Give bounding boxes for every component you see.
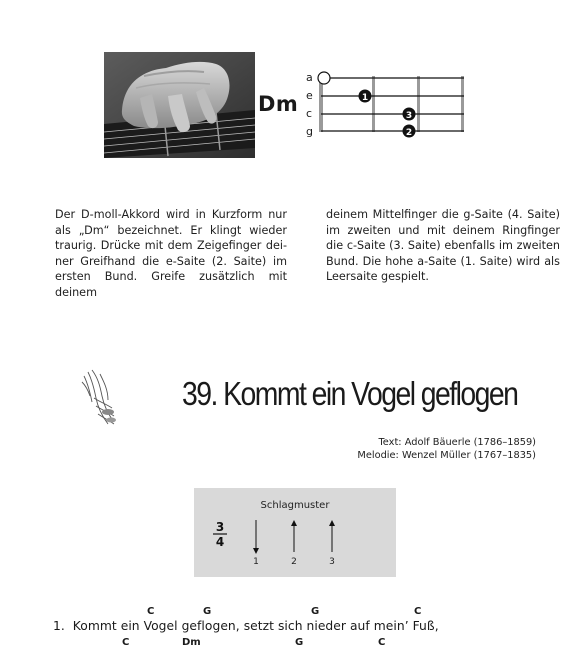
string-label-a: a bbox=[306, 71, 313, 84]
string-label-c: c bbox=[306, 107, 313, 120]
description-right-column: deinem Mittelfinger die g-Saite (4. Saite) im zweiten und mit deinem Ringfinger die c-Saite (3. Saite) ebenfalls im zweiten Bund. Die hohe a-Saite (1. Saite) wird als Leersaite gespielt. bbox=[326, 208, 560, 284]
beat-label: 1 bbox=[253, 557, 259, 567]
chord-name: Dm bbox=[258, 92, 299, 116]
finger-dot-2 bbox=[403, 125, 416, 139]
strum-arrow-up bbox=[291, 520, 297, 552]
lyric-chord: Dm bbox=[182, 637, 201, 648]
lyric-chord: C bbox=[414, 606, 422, 617]
strum-arrow-down bbox=[253, 520, 259, 554]
open-string-marker bbox=[318, 72, 330, 84]
string-label-g: g bbox=[306, 125, 313, 138]
beat-label: 2 bbox=[291, 557, 297, 567]
hand-illustration bbox=[104, 52, 255, 158]
ukulele-head-icon bbox=[78, 368, 122, 428]
time-signature-bottom: 4 bbox=[215, 535, 225, 549]
lyric-line: 1. Kommt ein Vogel geflogen, setzt sich nieder auf mein’ Fuß, bbox=[53, 619, 439, 633]
composer-credit: Melodie: Wenzel Müller (1767–1835) bbox=[357, 450, 536, 461]
svg-text:2: 2 bbox=[405, 128, 413, 138]
lyric-chord: C bbox=[378, 637, 386, 648]
svg-text:3: 3 bbox=[405, 111, 413, 121]
svg-text:1: 1 bbox=[361, 93, 369, 103]
beat-label: 3 bbox=[329, 557, 335, 567]
lyricist-credit: Text: Adolf Bäuerle (1786–1859) bbox=[378, 437, 536, 448]
chord-hand-photo bbox=[104, 52, 255, 158]
lyric-chord: C bbox=[122, 637, 130, 648]
time-signature-top: 3 bbox=[215, 520, 225, 534]
lyric-chord: G bbox=[311, 606, 320, 617]
string-label-e: e bbox=[306, 89, 313, 102]
finger-dot-1 bbox=[359, 90, 372, 104]
fret-2 bbox=[417, 76, 420, 132]
strum-arrow-up bbox=[329, 520, 335, 552]
strumming-pattern-title: Schlagmuster bbox=[260, 500, 330, 511]
fret-3 bbox=[461, 76, 464, 132]
lyric-chord: G bbox=[203, 606, 212, 617]
lyric-chord: G bbox=[295, 637, 304, 648]
description-left-column: Der D-moll-Akkord wird in Kurzform nur als „Dm“ bezeichnet. Er klingt wieder traurig. Drücke mit dem Zeigefinger deiner Greifhand die e-Saite (2. Saite) im ersten Bund. Greife zusätzlich mit deinem bbox=[55, 208, 287, 299]
chord-diagram bbox=[300, 68, 470, 140]
lyric-chord: C bbox=[147, 606, 155, 617]
fret-1 bbox=[372, 76, 375, 132]
strumming-pattern-diagram bbox=[194, 488, 396, 577]
song-title: 39. Kommt ein Vogel geflogen bbox=[182, 375, 518, 412]
finger-dot-3 bbox=[403, 108, 416, 122]
strumming-pattern-box bbox=[194, 488, 396, 577]
